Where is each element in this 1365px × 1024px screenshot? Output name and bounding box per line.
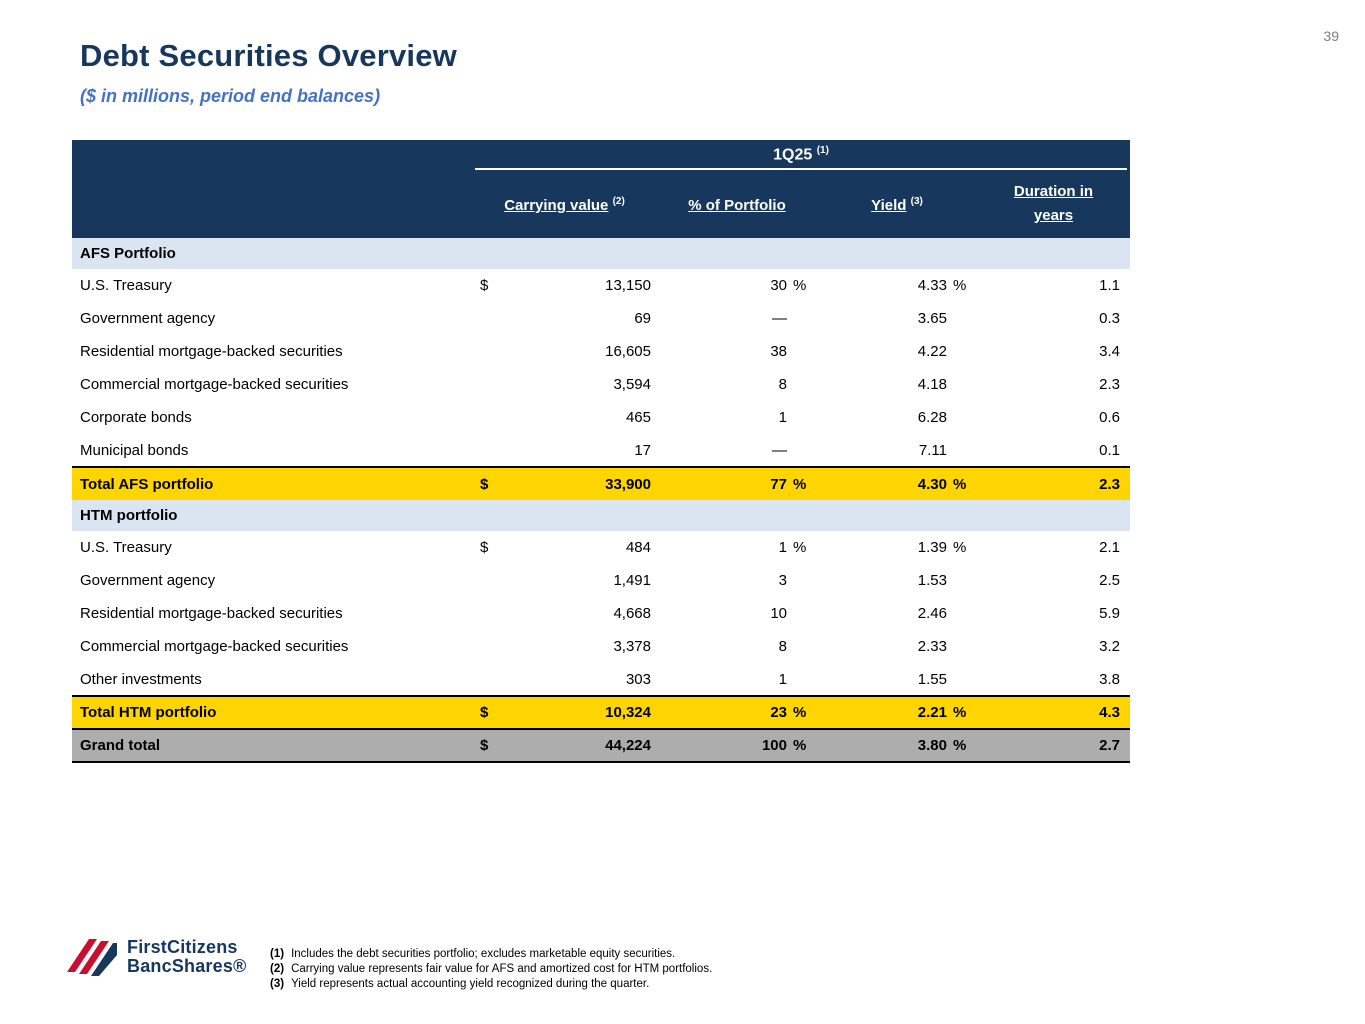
pct-amount: 8 — [778, 638, 787, 655]
yield-cell — [817, 597, 977, 630]
duration-cell: 2.3 — [1099, 376, 1121, 393]
carrying-amount: 484 — [625, 539, 651, 556]
row-label: Grand total — [72, 729, 472, 762]
row-label: U.S. Treasury — [80, 277, 172, 294]
carrying-amount: 10,324 — [605, 704, 651, 721]
debt-securities-table — [72, 140, 1130, 763]
yield-amount: 2.33 — [917, 638, 947, 655]
yield-cell — [817, 467, 977, 500]
carrying-value-cell-inner — [472, 343, 657, 360]
row-label: U.S. Treasury — [80, 539, 172, 556]
firstcitizens-flag-icon — [66, 934, 118, 980]
footnote-1-ref: (1) — [270, 948, 285, 960]
yield-unit: % — [953, 704, 967, 721]
yield-cell-inner — [817, 704, 977, 721]
pct-amount: 8 — [778, 376, 787, 393]
portfolio-pct-cell-inner — [657, 376, 817, 393]
table-row — [72, 434, 1130, 467]
yield-amount: 3.80 — [917, 737, 947, 754]
yield-amount: 1.53 — [917, 572, 947, 589]
yield-amount: 4.33 — [917, 277, 947, 294]
row-label: Government agency — [80, 310, 216, 327]
carrying-value-cell — [472, 663, 657, 696]
portfolio-pct-cell-inner — [657, 605, 817, 622]
table-row — [72, 335, 1130, 368]
yield-unit: % — [953, 277, 967, 294]
yield-unit: % — [953, 475, 967, 493]
row-label: Commercial mortgage-backed securities — [80, 638, 349, 655]
yield-amount: 1.55 — [917, 670, 947, 688]
yield-cell — [817, 564, 977, 597]
portfolio-pct-cell — [657, 368, 817, 401]
pct-unit: % — [793, 475, 807, 493]
yield-unit: % — [953, 539, 967, 556]
logo-line1: FirstCitizens — [127, 937, 238, 957]
pct-unit: % — [793, 277, 807, 294]
carrying-amount: 44,224 — [605, 737, 651, 754]
row-label: Total HTM portfolio — [72, 696, 472, 729]
carrying-value-cell — [472, 630, 657, 663]
yield-cell — [817, 630, 977, 663]
carrying-value-cell — [472, 467, 657, 500]
yield-cell — [817, 663, 977, 696]
pct-amount: 1 — [778, 539, 787, 556]
duration-cell: 0.3 — [1099, 310, 1121, 327]
yield-cell-inner — [817, 671, 977, 688]
duration-cell: 0.1 — [1099, 441, 1121, 459]
duration-cell: 4.3 — [977, 696, 1130, 729]
row-label: Residential mortgage-backed securities — [80, 343, 343, 360]
carrying-value-cell — [472, 401, 657, 434]
carrying-amount: 465 — [625, 409, 651, 426]
duration-cell: 2.1 — [1099, 539, 1121, 556]
yield-cell-inner — [817, 310, 977, 327]
table-row — [72, 531, 1130, 564]
section-header-row — [72, 500, 1130, 531]
page-title: Debt Securities Overview — [80, 38, 457, 73]
group-header-label: 1Q25 — [773, 146, 813, 163]
pct-unit: % — [793, 539, 807, 556]
carrying-amount: 4,668 — [613, 605, 651, 622]
footnote-1 — [270, 947, 712, 962]
portfolio-pct-cell-inner — [657, 638, 817, 655]
carrying-value-cell — [472, 335, 657, 368]
carrying-value-cell-inner — [472, 638, 657, 655]
footnotes — [270, 947, 712, 992]
col-header-carrying-value — [472, 170, 657, 238]
group-header-footnote-ref: (1) — [816, 144, 829, 156]
carrying-value-cell-inner — [472, 376, 657, 393]
portfolio-pct-cell-inner — [657, 310, 817, 327]
carrying-value-cell — [472, 269, 657, 302]
footnote-2-text: Carrying value represents fair value for AFS and amortized cost for HTM portfolios. — [291, 963, 713, 975]
pct-amount: 77 — [770, 475, 787, 493]
carrying-amount: 33,900 — [605, 475, 651, 493]
grand-total-row — [72, 729, 1130, 762]
pct-amount: 3 — [778, 572, 787, 589]
table-group-header-row — [72, 140, 1130, 170]
col-header-yield-footnote-ref: (3) — [910, 196, 923, 207]
yield-cell — [817, 696, 977, 729]
portfolio-pct-cell — [657, 564, 817, 597]
page-number: 39 — [1323, 28, 1339, 44]
portfolio-pct-cell — [657, 335, 817, 368]
row-label: Corporate bonds — [80, 409, 192, 426]
portfolio-pct-cell — [657, 401, 817, 434]
yield-cell — [817, 729, 977, 762]
portfolio-pct-cell — [657, 302, 817, 335]
dollar-sign: $ — [480, 704, 489, 721]
duration-cell: 3.8 — [1099, 670, 1121, 688]
yield-amount: 7.11 — [918, 441, 947, 459]
table-row — [72, 630, 1130, 663]
company-logo — [66, 934, 247, 980]
pct-amount: 30 — [770, 277, 787, 294]
portfolio-pct-cell — [657, 467, 817, 500]
yield-amount: 3.65 — [917, 310, 947, 327]
yield-cell-inner — [817, 605, 977, 622]
yield-cell-inner — [817, 343, 977, 360]
table-row — [72, 663, 1130, 696]
pct-amount: 1 — [778, 409, 787, 426]
yield-cell — [817, 335, 977, 368]
yield-cell-inner — [817, 442, 977, 459]
yield-amount: 1.39 — [917, 539, 947, 556]
yield-cell-inner — [817, 737, 977, 754]
portfolio-pct-cell — [657, 729, 817, 762]
footnote-2 — [270, 962, 712, 977]
row-label: Commercial mortgage-backed securities — [80, 376, 349, 393]
yield-cell-inner — [817, 277, 977, 294]
carrying-amount: 1,491 — [613, 572, 651, 589]
col-header-duration-label: Duration in years — [1013, 183, 1094, 224]
yield-cell — [817, 269, 977, 302]
table-row — [72, 368, 1130, 401]
group-header-cell — [472, 140, 1130, 170]
carrying-value-cell — [472, 564, 657, 597]
portfolio-pct-cell — [657, 531, 817, 564]
yield-cell-inner — [817, 572, 977, 589]
duration-cell: 2.7 — [977, 729, 1130, 762]
dollar-sign: $ — [480, 539, 489, 556]
row-label: Municipal bonds — [80, 441, 189, 459]
table-row — [72, 269, 1130, 302]
pct-amount: 10 — [770, 605, 787, 622]
portfolio-pct-cell — [657, 434, 817, 467]
carrying-value-cell-inner — [472, 572, 657, 589]
carrying-value-cell — [472, 696, 657, 729]
pct-amount: 100 — [761, 737, 787, 754]
table-body — [72, 238, 1130, 762]
carrying-value-cell-inner — [472, 476, 657, 493]
footnote-3-text: Yield represents actual accounting yield recognized during the quarter. — [291, 978, 650, 990]
carrying-value-cell — [472, 597, 657, 630]
row-label: Other investments — [80, 670, 202, 688]
portfolio-pct-cell — [657, 269, 817, 302]
section-title: AFS Portfolio — [72, 238, 1130, 269]
carrying-value-cell-inner — [472, 277, 657, 294]
row-label: Government agency — [80, 572, 216, 589]
duration-cell: 5.9 — [1099, 605, 1121, 622]
carrying-amount: 69 — [634, 310, 651, 327]
carrying-value-cell-inner — [472, 671, 657, 688]
carrying-value-cell — [472, 729, 657, 762]
dollar-sign: $ — [480, 475, 489, 493]
portfolio-pct-cell-inner — [657, 343, 817, 360]
duration-cell: 2.3 — [977, 467, 1130, 500]
footnote-1-text: Includes the debt securities portfolio; excludes marketable equity securities. — [291, 948, 676, 960]
yield-cell — [817, 302, 977, 335]
table-corner-2 — [72, 170, 472, 238]
portfolio-pct-cell-inner — [657, 442, 817, 459]
section-title: HTM portfolio — [72, 500, 1130, 531]
carrying-amount: 13,150 — [605, 277, 651, 294]
col-header-pct-of-portfolio — [657, 170, 817, 238]
yield-cell — [817, 401, 977, 434]
portfolio-pct-cell-inner — [657, 704, 817, 721]
table-corner — [72, 140, 472, 170]
portfolio-pct-cell — [657, 630, 817, 663]
pct-amount: — — [772, 441, 787, 459]
carrying-value-cell-inner — [472, 539, 657, 556]
yield-cell-inner — [817, 638, 977, 655]
pct-unit: % — [793, 704, 807, 721]
yield-cell-inner — [817, 409, 977, 426]
yield-cell — [817, 434, 977, 467]
logo-line2: BancShares® — [127, 956, 247, 976]
portfolio-pct-cell-inner — [657, 671, 817, 688]
carrying-value-cell-inner — [472, 737, 657, 754]
portfolio-pct-cell — [657, 597, 817, 630]
col-header-pct-label: % of Portfolio — [688, 197, 786, 214]
carrying-amount: 3,594 — [613, 376, 651, 393]
pct-amount: 38 — [770, 343, 787, 360]
carrying-amount: 303 — [625, 670, 651, 688]
col-header-yield-label: Yield — [871, 197, 907, 214]
yield-cell — [817, 531, 977, 564]
yield-amount: 6.28 — [917, 409, 947, 426]
yield-amount: 4.30 — [917, 475, 947, 493]
carrying-amount: 3,378 — [613, 638, 651, 655]
table-row — [72, 401, 1130, 434]
col-header-yield — [817, 170, 977, 238]
yield-cell-inner — [817, 539, 977, 556]
dollar-sign: $ — [480, 277, 489, 294]
footnote-2-ref: (2) — [270, 963, 285, 975]
footnote-3 — [270, 977, 712, 992]
col-header-duration — [977, 170, 1130, 238]
portfolio-pct-cell-inner — [657, 539, 817, 556]
yield-unit: % — [953, 737, 967, 754]
section-header-row — [72, 238, 1130, 269]
carrying-value-cell — [472, 531, 657, 564]
carrying-amount: 17 — [634, 441, 651, 459]
duration-cell: 2.5 — [1099, 572, 1121, 589]
yield-cell-inner — [817, 476, 977, 493]
pct-unit: % — [793, 737, 807, 754]
dollar-sign: $ — [480, 737, 489, 754]
portfolio-pct-cell — [657, 663, 817, 696]
section-total-row — [72, 467, 1130, 500]
portfolio-pct-cell-inner — [657, 476, 817, 493]
group-header-underline — [475, 145, 1127, 170]
yield-cell-inner — [817, 376, 977, 393]
portfolio-pct-cell-inner — [657, 572, 817, 589]
row-label: Total AFS portfolio — [72, 467, 472, 500]
duration-cell: 1.1 — [1099, 277, 1121, 294]
carrying-value-cell — [472, 368, 657, 401]
col-header-carrying-value-footnote-ref: (2) — [612, 196, 625, 207]
duration-cell: 0.6 — [1099, 409, 1121, 426]
pct-amount: — — [772, 310, 787, 327]
col-header-carrying-value-label: Carrying value — [504, 197, 609, 214]
yield-amount: 2.21 — [917, 704, 947, 721]
yield-amount: 4.22 — [917, 343, 947, 360]
row-label: Residential mortgage-backed securities — [80, 605, 343, 622]
duration-cell: 3.2 — [1099, 638, 1121, 655]
carrying-value-cell — [472, 302, 657, 335]
duration-cell: 3.4 — [1099, 343, 1121, 360]
carrying-value-cell-inner — [472, 704, 657, 721]
page-subtitle: ($ in millions, period end balances) — [80, 86, 381, 106]
yield-amount: 2.46 — [917, 605, 947, 622]
yield-amount: 4.18 — [917, 376, 947, 393]
carrying-value-cell-inner — [472, 310, 657, 327]
section-total-row — [72, 696, 1130, 729]
carrying-value-cell — [472, 434, 657, 467]
logo-text — [127, 938, 247, 976]
table-column-header-row — [72, 170, 1130, 238]
carrying-amount: 16,605 — [605, 343, 651, 360]
portfolio-pct-cell — [657, 696, 817, 729]
table-row — [72, 302, 1130, 335]
footnote-3-ref: (3) — [270, 978, 285, 990]
pct-amount: 23 — [770, 704, 787, 721]
table-row — [72, 564, 1130, 597]
pct-amount: 1 — [778, 670, 787, 688]
portfolio-pct-cell-inner — [657, 737, 817, 754]
carrying-value-cell-inner — [472, 442, 657, 459]
carrying-value-cell-inner — [472, 409, 657, 426]
table-row — [72, 597, 1130, 630]
portfolio-pct-cell-inner — [657, 409, 817, 426]
portfolio-pct-cell-inner — [657, 277, 817, 294]
yield-cell — [817, 368, 977, 401]
carrying-value-cell-inner — [472, 605, 657, 622]
